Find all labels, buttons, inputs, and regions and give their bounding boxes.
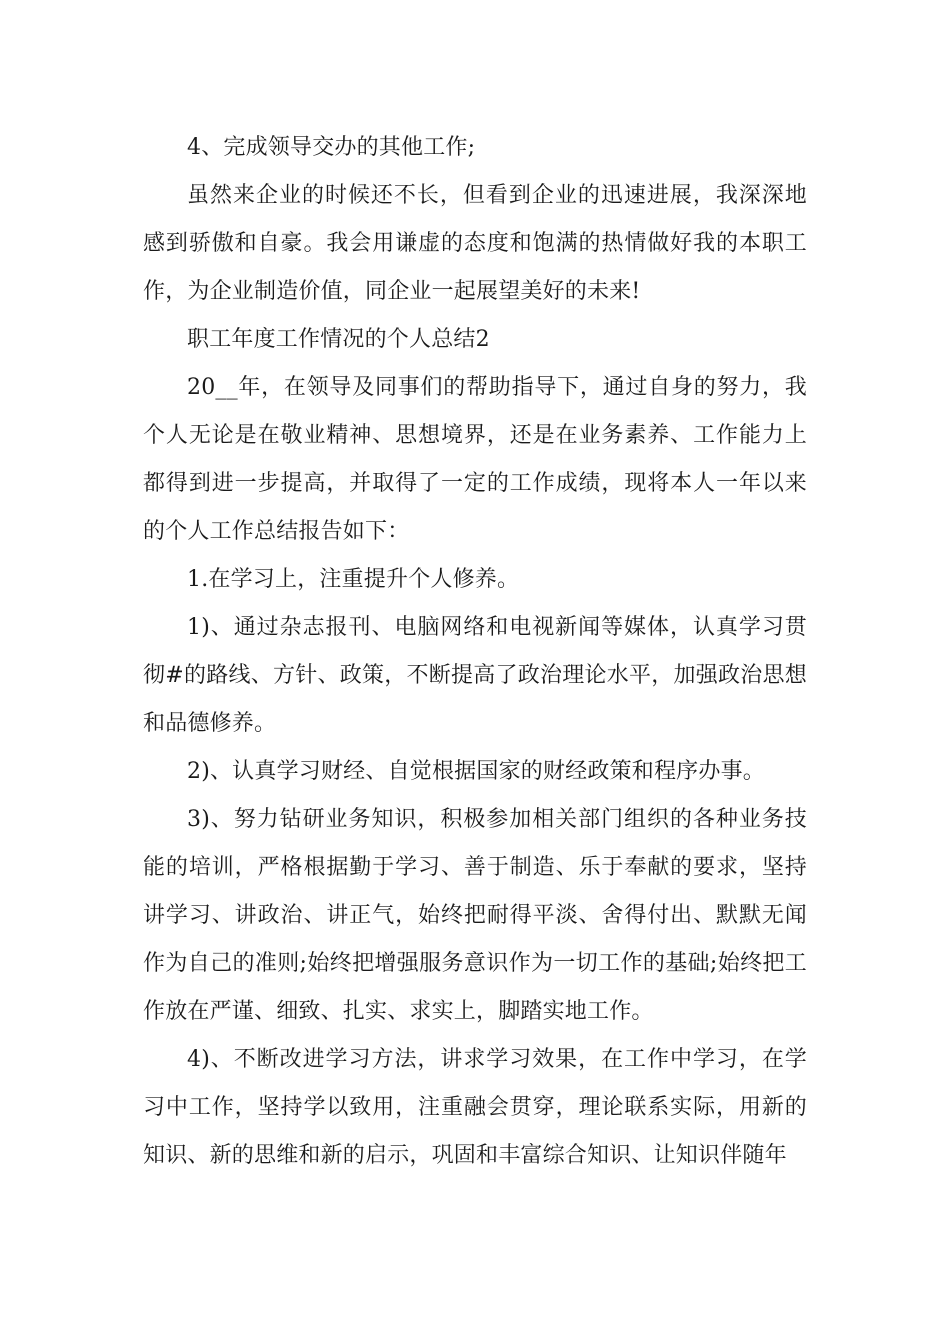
paragraph-point-1: 1)、通过杂志报刊、电脑网络和电视新闻等媒体，认真学习贯彻#的路线、方针、政策，不断提高了政治理论水平，加强政治思想和品德修养。 [143,615,807,736]
paragraph-point-4: 4)、不断改进学习方法，讲求学习效果，在工作中学习，在学习中工作，坚持学以致用，注重融会贯穿，理论联系实际，用新的知识、新的思维和新的启示，巩固和丰富综合知识、让知识伴随年 [143,1047,807,1168]
paragraph-intro: 20__年，在领导及同事们的帮助指导下，通过自身的努力，我个人无论是在敬业精神、思想境界，还是在业务素养、工作能力上都得到进一步提高，并取得了一定的工作成绩，现将本人一年以来的个人工作总结报告如下： [143,375,807,544]
section-title: 职工年度工作情况的个人总结2 [187,327,490,352]
paragraph-item-4: 4、完成领导交办的其他工作; [187,135,476,160]
paragraph-point-3: 3)、努力钻研业务知识，积极参加相关部门组织的各种业务技能的培训，严格根据勤于学习、善于制造、乐于奉献的要求，坚持讲学习、讲政治、讲正气，始终把耐得平淡、舍得付出、默默无闻作为自己的准则;始终把增强服务意识作为一切工作的基础;始终把工作放在严谨、细致、扎实、求实上，脚踏实地工作。 [143,807,807,1024]
paragraph-heading-study: 1.在学习上，注重提升个人修养。 [187,567,520,592]
paragraph-closing: 虽然来企业的时候还不长，但看到企业的迅速进展，我深深地感到骄傲和自豪。我会用谦虚的态度和饱满的热情做好我的本职工作，为企业制造价值，同企业一起展望美好的未来! [143,183,807,304]
paragraph-point-2: 2)、认真学习财经、自觉根据国家的财经政策和程序办事。 [187,759,765,784]
document-body [143,124,807,1180]
